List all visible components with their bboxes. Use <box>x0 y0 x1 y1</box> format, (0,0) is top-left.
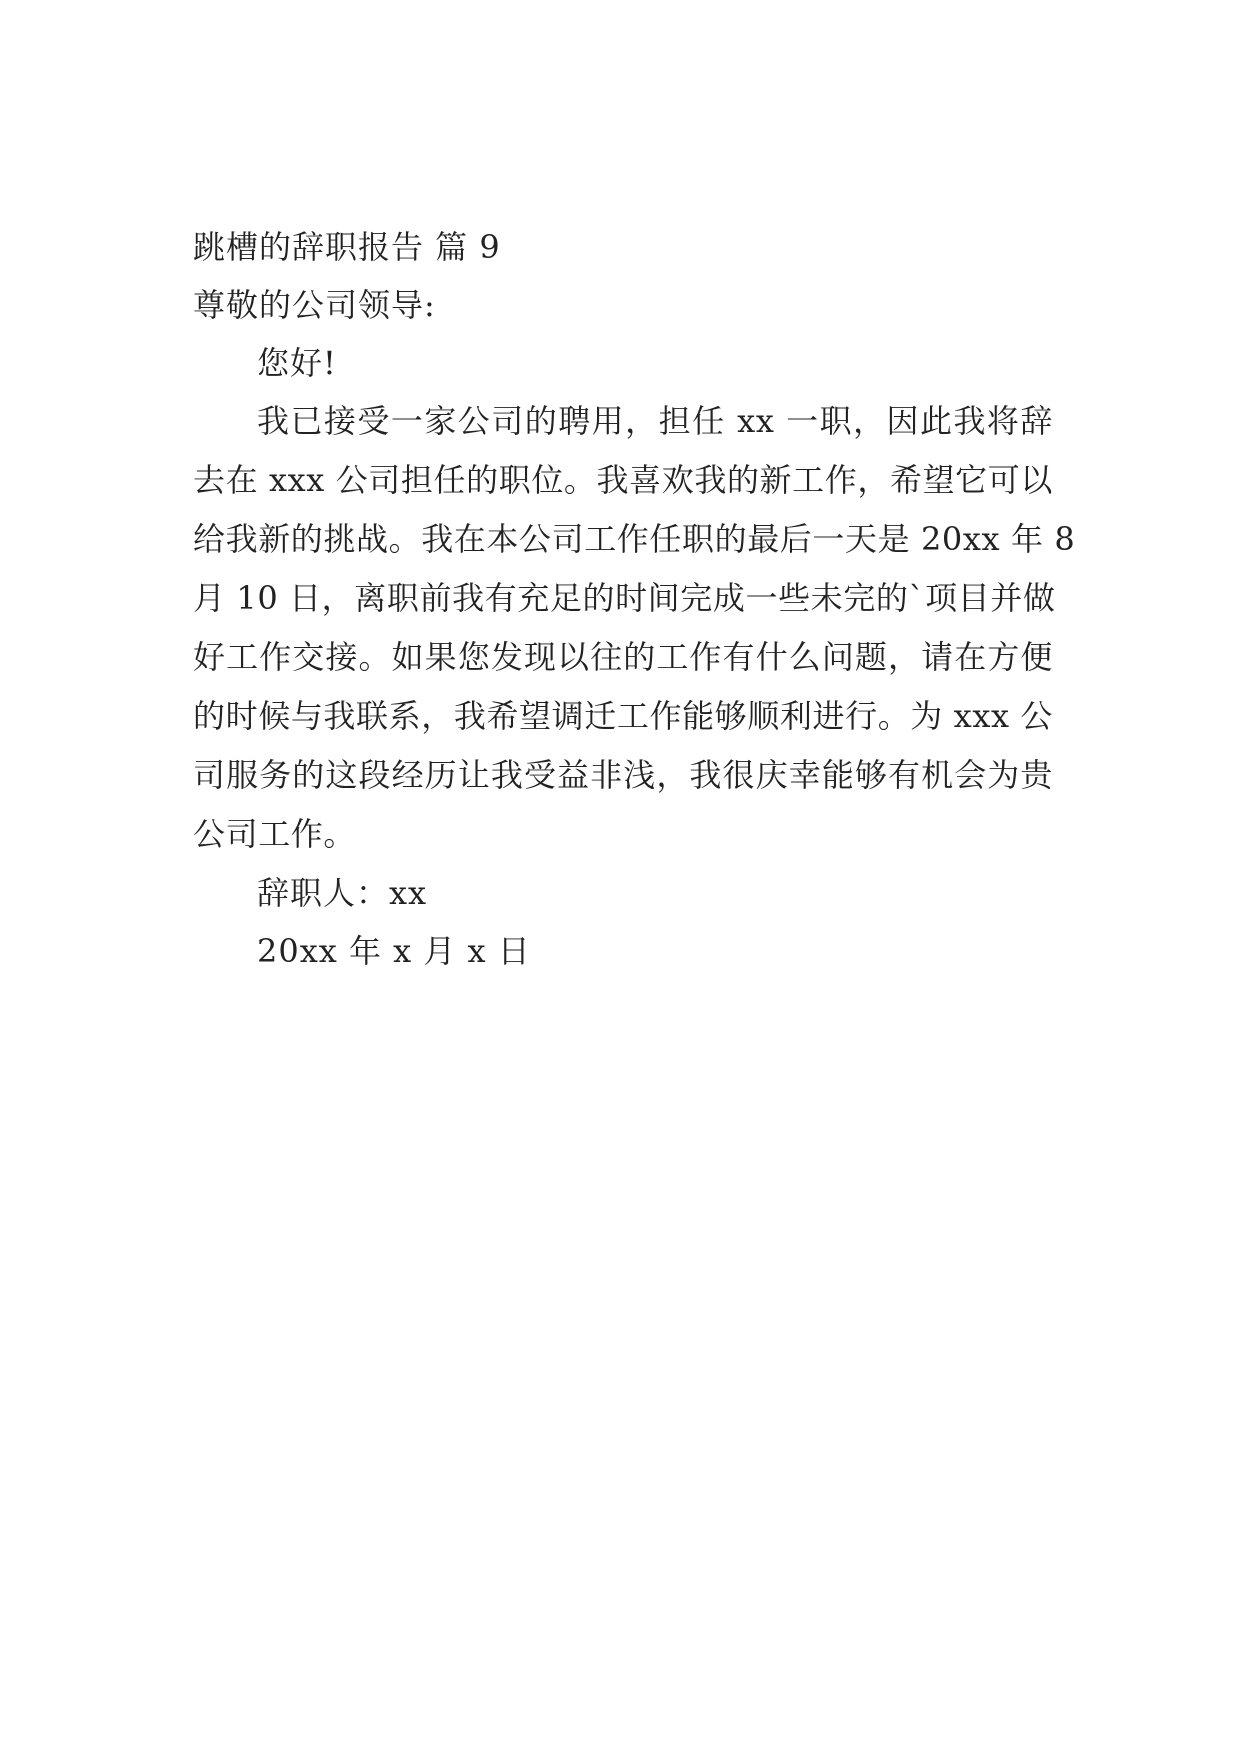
body-line: 去在 xxx 公司担任的职位。我喜欢我的新工作，希望它可以 <box>193 461 1053 499</box>
body-line: 月 10 日，离职前我有充足的时间完成一些未完的`项目并做 <box>193 579 1056 617</box>
signature: 辞职人：xx <box>257 874 428 912</box>
document-title: 跳槽的辞职报告 篇 9 <box>193 228 501 266</box>
body-line: 的时候与我联系，我希望调迁工作能够顺利进行。为 xxx 公 <box>193 697 1053 735</box>
body-paragraph <box>193 392 1076 864</box>
body-line: 我已接受一家公司的聘用，担任 xx 一职，因此我将辞 <box>257 402 1053 440</box>
salutation: 尊敬的公司领导: <box>193 286 436 324</box>
body-line: 司服务的这段经历让我受益非浅，我很庆幸能够有机会为贵 <box>193 756 1053 794</box>
body-line: 公司工作。 <box>193 815 357 853</box>
signature-date: 20xx 年 x 月 x 日 <box>257 932 531 970</box>
letter-content <box>193 218 1076 980</box>
body-line: 给我新的挑战。我在本公司工作任职的最后一天是 20xx 年 8 <box>193 520 1076 558</box>
greeting: 您好! <box>257 344 337 382</box>
body-line: 好工作交接。如果您发现以往的工作有什么问题，请在方便 <box>193 638 1053 676</box>
